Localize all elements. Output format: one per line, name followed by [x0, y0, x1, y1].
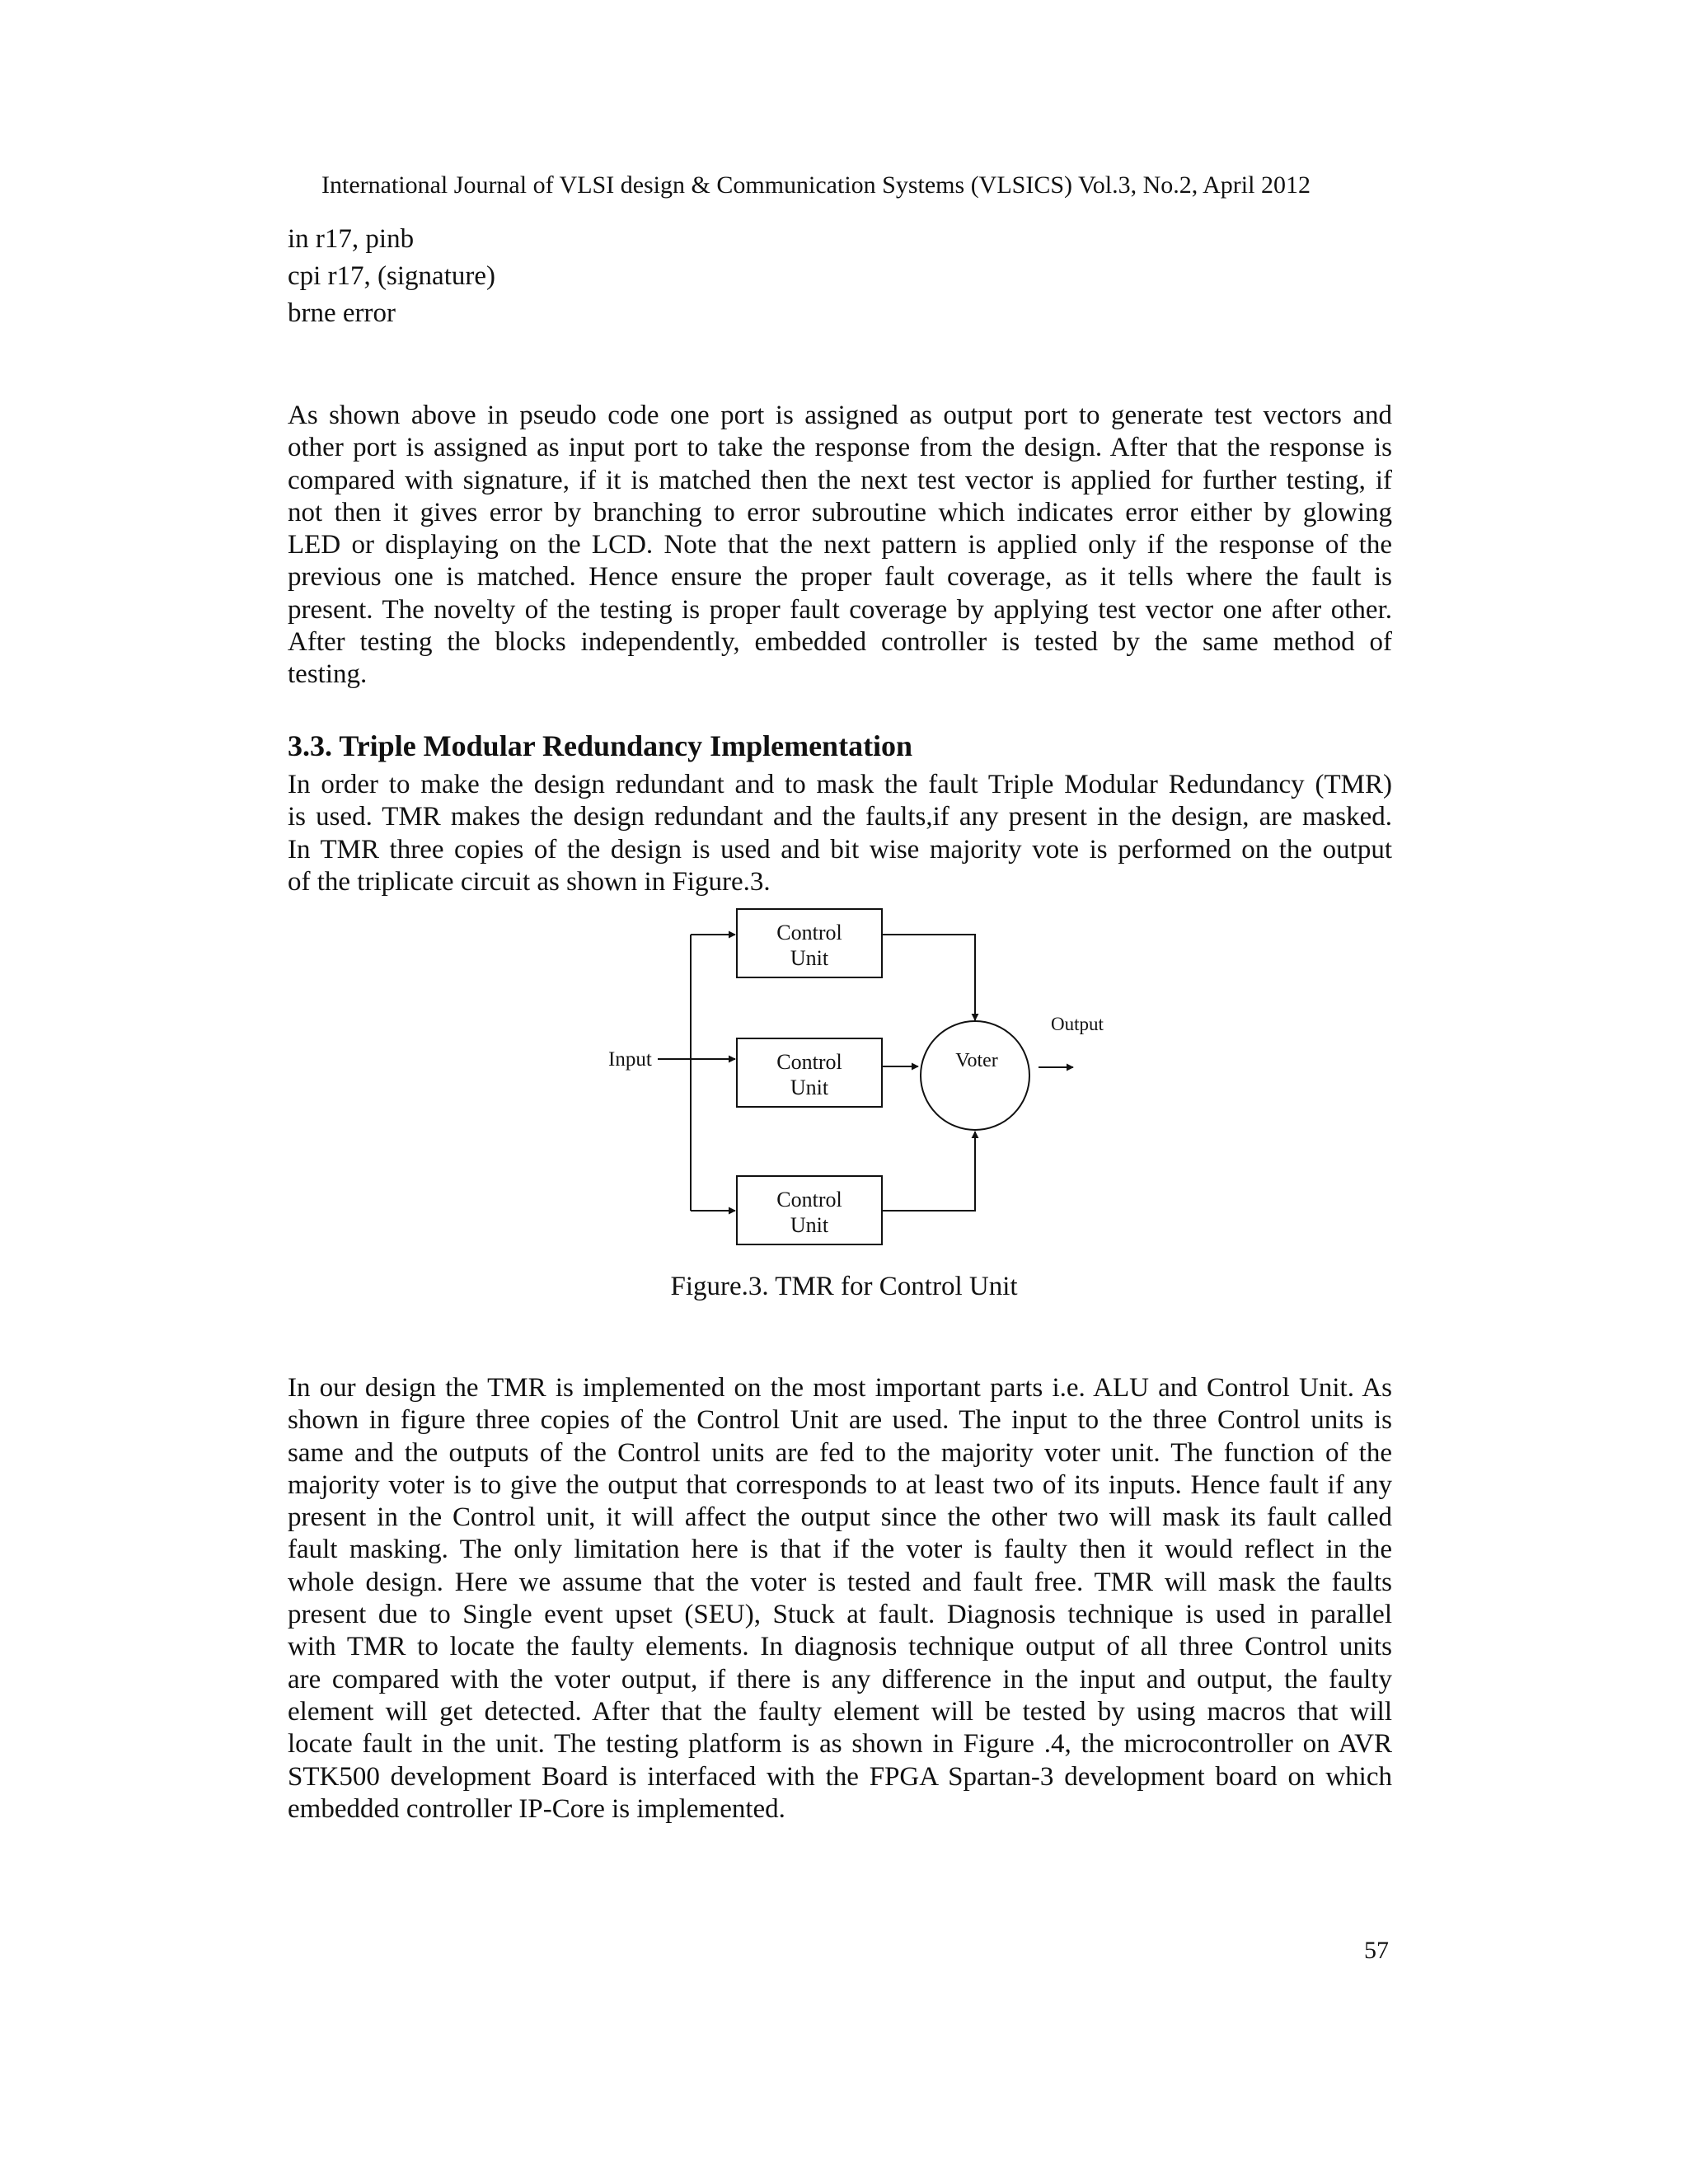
page-number: 57 — [1364, 1937, 1389, 1964]
text-line: with TMR to locate the faulty elements. In diagnosis technique output of all three Control units — [288, 1632, 1392, 1662]
unit-label: Control — [776, 1050, 842, 1074]
text-line: In order to make the design redundant and to mask the fault Triple Modular Redundancy (TMR) — [288, 770, 1392, 799]
text-line: After testing the blocks independently, embedded controller is tested by the same method of — [288, 627, 1392, 658]
unit-label: Control — [776, 921, 842, 944]
code-line: brne error — [288, 298, 396, 328]
pseudo-code-block — [288, 221, 495, 332]
figure-caption: Figure.3. TMR for Control Unit — [670, 1272, 1018, 1301]
text-line: locate fault in the unit. The testing platform is as shown in Figure .4, the microcontroller on AVR — [288, 1729, 1392, 1760]
unit-3-to-voter — [882, 1132, 975, 1211]
text-line: of the triplicate circuit as shown in Figure.3. — [288, 866, 771, 897]
code-line: in r17, pinb — [288, 224, 415, 254]
unit-label: Unit — [790, 1076, 829, 1099]
text-line: whole design. Here we assume that the voter is tested and fault free. TMR will mask the faults — [288, 1567, 1392, 1597]
voter-label: Voter — [955, 1050, 998, 1071]
paragraph-tmr-intro — [288, 769, 1392, 898]
unit-1-to-voter — [882, 935, 975, 1020]
text-line: is used. TMR makes the design redundant and the faults,if any present in the design, are masked. — [288, 802, 1392, 832]
text-line: same and the outputs of the Control units are fed to the majority voter unit. The function of the — [288, 1437, 1392, 1468]
text-line: compared with signature, if it is matched then the next test vector is applied for further testing, if — [288, 465, 1392, 495]
text-line: In TMR three copies of the design is used and bit wise majority vote is performed on the output — [288, 834, 1392, 865]
text-line: present. The novelty of the testing is proper fault coverage by applying test vector one after other. — [288, 594, 1392, 625]
text-line: other port is assigned as input port to take the response from the design. After that the response is — [288, 433, 1392, 463]
unit-label: Unit — [790, 1213, 829, 1237]
paragraph-pseudo-code-explanation — [288, 400, 1392, 691]
unit-label: Control — [776, 1188, 842, 1212]
tmr-diagram — [593, 907, 1104, 1253]
journal-header: International Journal of VLSI design & Communication Systems (VLSICS) Vol.3, No.2, April 2012 — [321, 171, 1311, 199]
text-line: not then it gives error by branching to error subroutine which indicates error either by glowing — [288, 497, 1392, 527]
unit-label: Unit — [790, 946, 829, 970]
section-title: 3.3. Triple Modular Redundancy Implementation — [288, 729, 913, 762]
text-line: As shown above in pseudo code one port is assigned as output port to generate test vectors and — [288, 401, 1392, 430]
text-line: present due to Single event upset (SEU), Stuck at fault. Diagnosis technique is used in parallel — [288, 1600, 1392, 1630]
input-label: Input — [608, 1048, 652, 1071]
control-unit-2 — [737, 1038, 882, 1107]
paragraph-tmr-design — [288, 1372, 1392, 1825]
text-line: In our design the TMR is implemented on the most important parts i.e. ALU and Control Unit. As — [288, 1373, 1392, 1403]
text-line: testing. — [288, 659, 368, 690]
text-line: embedded controller IP-Core is implemented. — [288, 1793, 785, 1824]
text-line: present in the Control unit, it will affect the output since the other two will mask its fault called — [288, 1502, 1392, 1533]
control-unit-3 — [737, 1176, 882, 1244]
control-unit-1 — [737, 909, 882, 977]
text-line: are compared with the voter output, if there is any difference in the input and output, the faulty — [288, 1664, 1392, 1694]
text-line: element will get detected. After that the faulty element will be tested by using macros that will — [288, 1696, 1392, 1727]
voter — [921, 1021, 1029, 1130]
text-line: LED or displaying on the LCD. Note that the next pattern is applied only if the response of the — [288, 530, 1392, 560]
code-line: cpi r17, (signature) — [288, 261, 495, 291]
output-label: Output — [1051, 1014, 1104, 1034]
text-line: majority voter is to give the output that corresponds to at least two of its inputs. Hence fault if any — [288, 1469, 1392, 1500]
text-line: previous one is matched. Hence ensure the proper fault coverage, as it tells where the fault is — [288, 562, 1392, 593]
text-line: shown in figure three copies of the Control Unit are used. The input to the three Control units is — [288, 1405, 1392, 1436]
text-line: STK500 development Board is interfaced with the FPGA Spartan-3 development board on which — [288, 1761, 1392, 1792]
text-line: fault masking. The only limitation here is that if the voter is faulty then it would reflect in the — [288, 1535, 1392, 1565]
